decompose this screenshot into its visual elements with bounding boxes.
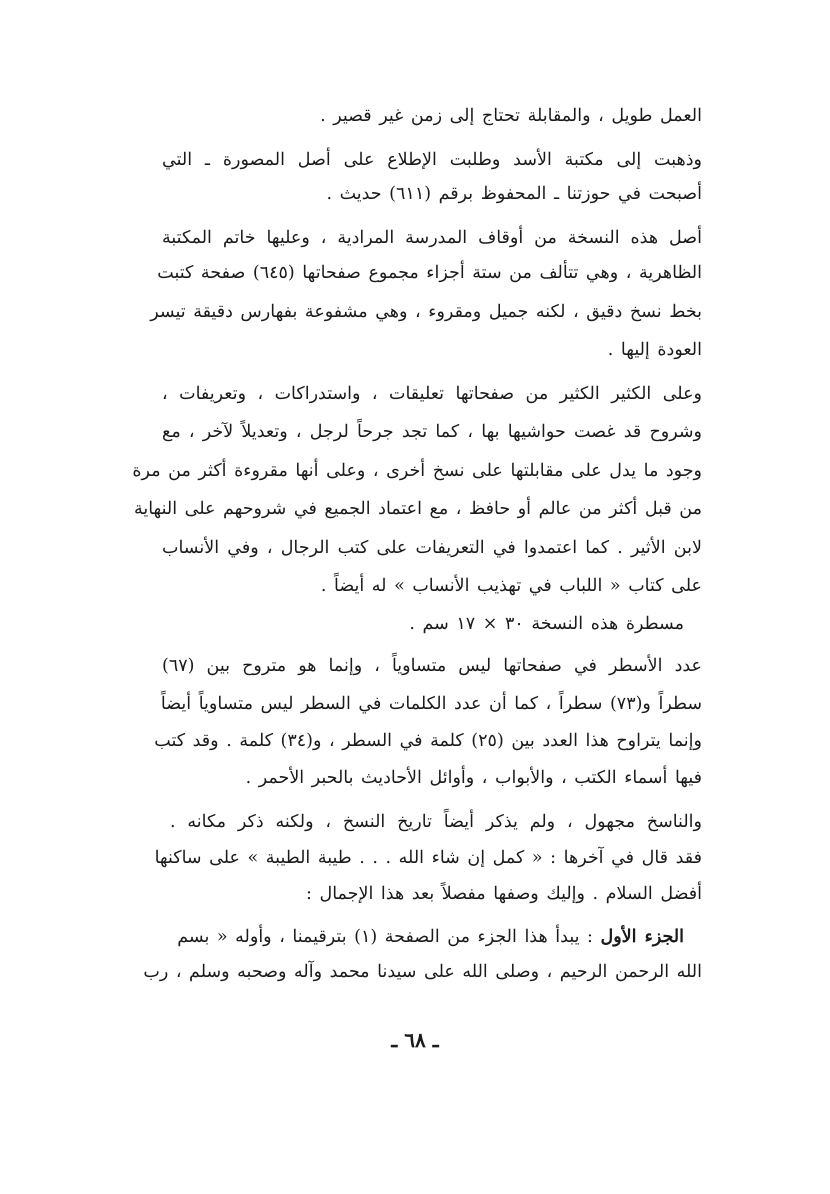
text-line: وعلى الكثير الكثير من صفحاتها تعليقات ، واستدراكات ، وتعريفات ، xyxy=(162,384,702,404)
text-line: أصل هذه النسخة من أوقاف المدرسة المرادية ، وعليها خاتم المكتبة xyxy=(162,228,702,248)
text-line: أفضل السلام . وإليك وصفها مفصلاً بعد هذا الإجمال : xyxy=(306,884,702,904)
text-line-rest: : يبدأ هذا الجزء من الصفحة (١) بترقيمنا ، وأوله « بسم xyxy=(177,927,601,947)
text-line: سطراً و(٧٣) سطراً ، كما أن عدد الكلمات في السطر ليس متساوياً أيضاً xyxy=(160,694,702,714)
text-line: فيها أسماء الكتب ، والأبواب ، وأوائل الأحاديث بالحبر الأحمر . xyxy=(245,768,702,788)
text-line: فقد قال في آخرها : « كمل إن شاء الله . . . طيبة الطيبة » على ساكنها xyxy=(154,848,702,868)
text-line: الله الرحمن الرحيم ، وصلى الله على سيدنا محمد وآله وصحبه وسلم ، رب xyxy=(143,962,702,982)
text-line: العودة إليها . xyxy=(607,340,702,360)
text-line: لابن الأثير . كما اعتمدوا في التعريفات على كتب الرجال ، وفي الأنساب xyxy=(162,538,702,558)
page-number: ـ ٦٨ ـ xyxy=(391,1028,439,1052)
text-line: وشروح قد غصت حواشيها بها ، كما تجد جرحاً لرجل ، وتعديلاً لآخر ، مع xyxy=(162,422,702,442)
text-line: بخط نسخ دقيق ، لكنه جميل ومقروء ، وهي مشفوعة بفهارس دقيقة تيسر xyxy=(150,302,702,322)
text-line: وإنما يتراوح هذا العدد بين (٢٥) كلمة في السطر ، و(٣٤) كلمة . وقد كتب xyxy=(154,731,702,751)
text-line: من قبل أكثر من عالم أو حافظ ، مع اعتماد الجميع في شروحهم على النهاية xyxy=(133,499,702,519)
text-line: وجود ما يدل على مقابلتها على نسخ أخرى ، وعلى أنها مقروءة أكثر من مرة xyxy=(132,461,702,481)
text-line: والناسخ مجهول ، ولم يذكر أيضاً تاريخ النسخ ، ولكنه ذكر مكانه . xyxy=(170,812,702,832)
text-line xyxy=(177,927,684,947)
text-line: عدد الأسطر في صفحاتها ليس متساوياً ، وإنما هو متروح بين (٦٧) xyxy=(162,656,702,676)
text-line: العمل طويل ، والمقابلة تحتاج إلى زمن غير قصير . xyxy=(320,106,702,126)
text-line: الظاهرية ، وهي تتألف من ستة أجزاء مجموع صفحاتها (٦٤٥) صفحة كتبت xyxy=(157,263,702,283)
section-heading: الجزء الأول xyxy=(600,927,684,947)
text-line: أصبحت في حوزتنا ـ المحفوظ برقم (٦١١) حديث . xyxy=(326,184,702,204)
text-line: على كتاب « اللباب في تهذيب الأنساب » له أيضاً . xyxy=(320,576,702,596)
text-line: وذهبت إلى مكتبة الأسد وطلبت الإطلاع على أصل المصورة ـ التي xyxy=(162,150,702,170)
text-line: مسطرة هذه النسخة ٣٠ × ١٧ سم . xyxy=(409,614,684,634)
